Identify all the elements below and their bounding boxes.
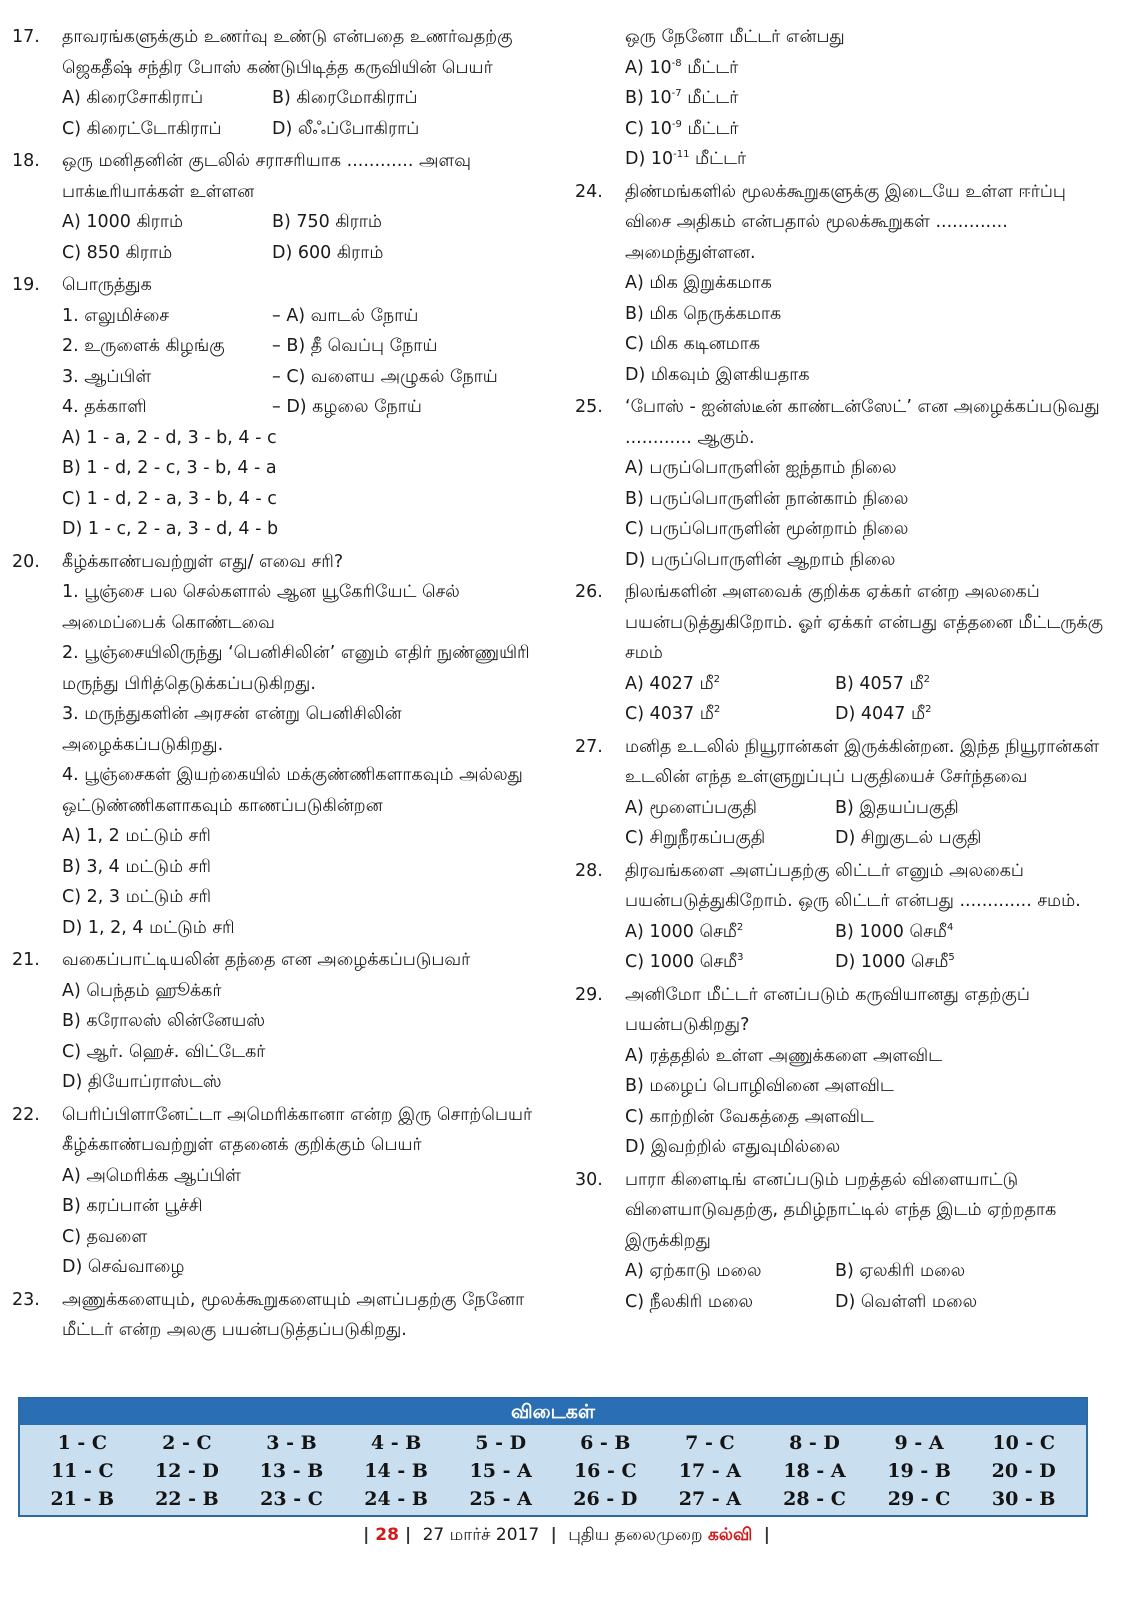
answer-key-box	[18, 1397, 1088, 1517]
answer-option: B) இதயப்பகுதி	[835, 797, 959, 818]
question-text: பொருத்துக	[62, 275, 152, 295]
answer-options	[625, 268, 1115, 390]
statement: 3. மருந்துகளின் அரசன் என்று பெனிசிலின் அழைக்கப்படுகிறது.	[62, 704, 402, 755]
question-text: பெரிப்பிளானேட்டா அமெரிக்கானா என்ற இரு சொற்பெயர் கீழ்க்காண்பவற்றுள் எதனைக் குறிக்கும் பெயர்	[62, 1104, 533, 1155]
answer-option	[625, 83, 1115, 114]
answer-key-item: 27 - A	[678, 1488, 742, 1510]
answer-option: C) சிறுநீரகப்பகுதி	[625, 828, 766, 848]
option-exponent: -8	[671, 57, 682, 69]
question-number: 30.	[575, 1169, 603, 1190]
answer-key-item: 18 - A	[783, 1460, 846, 1482]
answer-key-title: விடைகள்	[20, 1399, 1086, 1425]
answer-option	[625, 699, 835, 730]
question-text: அனிமோ மீட்டர் எனப்படும் கருவியானது எதற்குப் பயன்படுகிறது?	[625, 984, 1030, 1035]
question-text: அணுக்களையும், மூலக்கூறுகளையும் அளப்பதற்கு நேனோ மீட்டர் என்ற அலகு பயன்படுத்தப்படுகிறது.	[62, 1289, 525, 1340]
answer-option	[625, 917, 835, 948]
question-block	[575, 856, 1115, 978]
answer-option: D) செவ்வாழை	[62, 1257, 185, 1277]
answer-option: A) கிரைசோகிராப்	[62, 88, 204, 108]
question-block	[12, 945, 557, 1098]
question-text: கீழ்க்காண்பவற்றுள் எது/ எவை சரி?	[62, 551, 344, 572]
publication-name: புதிய தலைமுறை	[568, 1525, 703, 1545]
answer-option: C) கிரைட்டோகிராப்	[62, 118, 222, 139]
match-left: 2. உருளைக் கிழங்கு	[62, 336, 225, 356]
option-unit: மீட்டர்	[681, 57, 739, 78]
answer-option: D) சிறுகுடல் பகுதி	[835, 828, 982, 848]
answer-option: C) நீலகிரி மலை	[625, 1291, 754, 1312]
answer-option: A) 1000 கிராம்	[62, 212, 184, 232]
question-number: 24.	[575, 181, 603, 202]
answer-options	[625, 453, 1115, 575]
left-column	[12, 22, 557, 1348]
question-number: 17.	[12, 27, 40, 47]
answer-option: B) மழைப் பொழிவினை அளவிட	[625, 1076, 894, 1096]
answer-option: C) ஆர். ஹெச். விட்டேகர்	[62, 1041, 266, 1062]
footer-divider: |	[404, 1525, 412, 1545]
option-exponent: 3	[737, 952, 744, 964]
answer-option: D) வெள்ளி மலை	[835, 1291, 978, 1312]
match-left: 4. தக்காளி	[62, 397, 147, 417]
answer-key-item: 4 - B	[370, 1432, 422, 1454]
footer-divider: |	[363, 1525, 370, 1545]
answer-key-item: 7 - C	[685, 1432, 735, 1454]
answer-option: A) 1 - a, 2 - d, 3 - b, 4 - c	[62, 427, 277, 448]
answer-key-item: 26 - D	[573, 1488, 638, 1510]
answer-options	[625, 669, 1115, 730]
option-text: D) 10	[625, 149, 674, 169]
answer-option: A) மூளைப்பகுதி	[625, 797, 757, 818]
match-row	[62, 331, 557, 362]
match-right: – B) தீ வெப்பு நோய்	[272, 336, 438, 356]
match-right: – D) கழலை நோய்	[272, 397, 422, 417]
statement: 4. பூஞ்சைகள் இயற்கையில் மக்குண்ணிகளாகவும் அல்லது ஒட்டுண்ணிகளாகவும் காணப்படுகின்றன	[62, 765, 523, 816]
answer-option: D) 600 கிராம்	[272, 242, 384, 263]
answer-option: B) கிரைமோகிராப்	[272, 88, 418, 108]
answer-option: B) ஏலகிரி மலை	[835, 1261, 966, 1281]
answer-option: C) தவளை	[62, 1226, 148, 1247]
option-exponent: -11	[673, 149, 690, 161]
match-items	[62, 301, 557, 423]
answer-options	[625, 917, 1115, 978]
option-text: A) 1000 செமீ	[625, 921, 737, 942]
option-text: D) 1000 செமீ	[835, 952, 949, 972]
answer-option	[625, 144, 1115, 175]
question-text: நிலங்களின் அளவைக் குறிக்க ஏக்கர் என்ற அலகைப் பயன்படுத்துகிறோம். ஓர் ஏக்கர் என்பது எத்தனை மீட்டருக்கு சமம்	[625, 582, 1104, 663]
question-block	[575, 392, 1115, 575]
answer-key-item: 1 - C	[57, 1432, 108, 1454]
option-exponent: 4	[946, 921, 954, 933]
answer-option	[625, 947, 835, 978]
answer-key-item: 11 - C	[50, 1460, 114, 1482]
option-text: B) 10	[625, 88, 672, 108]
answer-options	[62, 207, 557, 268]
question-number: 26.	[575, 582, 603, 602]
match-right: – C) வளைய அழுகல் நோய்	[272, 366, 498, 387]
answer-option: B) 1 - d, 2 - c, 3 - b, 4 - a	[62, 458, 277, 478]
answer-option: D) 1 - c, 2 - a, 3 - d, 4 - b	[62, 519, 279, 539]
answer-key-item: 23 - C	[260, 1488, 323, 1510]
answer-option: D) இவற்றில் எதுவுமில்லை	[625, 1137, 841, 1157]
option-text: B) 4057 மீ	[835, 673, 924, 694]
question-block	[575, 732, 1115, 854]
answer-options	[625, 793, 1115, 854]
question-text: ஒரு மனிதனின் குடலில் சராசரியாக ............ அளவு பாக்டீரியாக்கள் உள்ளன	[62, 151, 471, 202]
question-text: ‘போஸ் - ஐன்ஸ்டீன் காண்டன்ஸேட்’ என அழைக்கப்படுவது ............ ஆகும்.	[625, 397, 1100, 448]
page-number: 28	[375, 1525, 399, 1545]
answer-key-item: 13 - B	[259, 1460, 324, 1482]
answer-option: C) காற்றின் வேகத்தை அளவிட	[625, 1106, 874, 1127]
answer-option: C) 2, 3 மட்டும் சரி	[62, 887, 212, 907]
answer-key-item: 6 - B	[580, 1432, 631, 1454]
answer-key-item: 8 - D	[789, 1432, 840, 1454]
answer-option: A) 1, 2 மட்டும் சரி	[62, 826, 211, 846]
publication-brand: கல்வி	[707, 1525, 753, 1545]
question-number: 28.	[575, 860, 603, 881]
question-block	[575, 1165, 1115, 1318]
option-text: C) 1000 செமீ	[625, 952, 738, 972]
option-exponent: 2	[736, 921, 744, 933]
footer-divider: |	[550, 1525, 557, 1545]
answer-key-item: 12 - D	[154, 1460, 219, 1482]
question-text: தாவரங்களுக்கும் உணர்வு உண்டு என்பதை உணர்வதற்கு ஜெகதீஷ் சந்திர போஸ் கண்டுபிடித்த கருவியின் பெயர்	[62, 27, 513, 78]
answer-options	[62, 423, 557, 545]
answer-key-item: 3 - B	[266, 1432, 317, 1454]
question-block	[12, 146, 557, 268]
answer-options	[62, 1161, 557, 1283]
question-number: 25.	[575, 397, 603, 417]
answer-options	[625, 53, 1115, 175]
answer-option: A) ரத்ததில் உள்ள அணுக்களை அளவிட	[625, 1045, 943, 1066]
issue-date: 27 மார்ச் 2017	[422, 1525, 540, 1545]
answer-option: D) மிகவும் இளகியதாக	[625, 364, 810, 385]
answer-option: C) 1 - d, 2 - a, 3 - b, 4 - c	[62, 488, 277, 509]
answer-options	[62, 83, 557, 144]
answer-option: C) பருப்பொருளின் மூன்றாம் நிலை	[625, 519, 909, 539]
footer-divider: |	[763, 1525, 770, 1545]
question-number: 21.	[12, 950, 40, 970]
question-text: திரவங்களை அளப்பதற்கு லிட்டர் எனும் அலகைப் பயன்படுத்துகிறோம். ஒரு லிட்டர் என்பது ............. சமம்.	[625, 860, 1081, 911]
answer-options	[625, 1041, 1115, 1163]
option-exponent: 2	[713, 673, 720, 685]
answer-key-item: 10 - C	[992, 1432, 1056, 1454]
answer-option: C) 850 கிராம்	[62, 242, 173, 263]
option-exponent: 5	[948, 952, 955, 964]
option-text: B) 1000 செமீ	[835, 921, 947, 942]
match-left: 1. எலுமிச்சை	[62, 305, 170, 326]
answer-key-item: 16 - C	[573, 1460, 637, 1482]
answer-option: A) பருப்பொருளின் ஐந்தாம் நிலை	[625, 458, 897, 478]
answer-option: B) கரப்பான் பூச்சி	[62, 1196, 203, 1216]
answer-option: D) பருப்பொருளின் ஆறாம் நிலை	[625, 549, 896, 570]
answer-option: D) 1, 2, 4 மட்டும் சரி	[62, 917, 235, 938]
answer-option: B) மிக நெருக்கமாக	[625, 303, 782, 324]
question-block	[575, 177, 1115, 391]
answer-option: D) லீஃப்போகிராப்	[272, 118, 420, 139]
statement: 1. பூஞ்சை பல செல்களால் ஆன யூகேரியேட் செல் அமைப்பைக் கொண்டவை	[62, 582, 460, 633]
answer-option: B) 750 கிராம்	[272, 212, 382, 232]
option-unit: மீட்டர்	[681, 118, 739, 139]
answer-option: C) மிக கடினமாக	[625, 334, 761, 354]
answer-key-item: 2 - C	[162, 1432, 212, 1454]
answer-key-item: 24 - B	[364, 1488, 428, 1510]
question-number: 29.	[575, 984, 603, 1005]
question-block	[12, 1285, 557, 1346]
match-row	[62, 392, 557, 423]
answer-option	[625, 53, 1115, 84]
question-number: 20.	[12, 551, 40, 572]
answer-option	[835, 917, 1115, 948]
question-block	[12, 547, 557, 944]
answer-key-grid	[20, 1425, 1086, 1513]
answer-option: D) தியோப்ராஸ்டஸ்	[62, 1072, 222, 1092]
answer-key-item: 15 - A	[469, 1460, 532, 1482]
answer-key-item: 28 - C	[783, 1488, 846, 1510]
question-number: 23.	[12, 1289, 40, 1310]
answer-option: A) மிக இறுக்கமாக	[625, 273, 772, 293]
option-exponent: 2	[713, 704, 721, 716]
answer-option: A) ஏற்காடு மலை	[625, 1261, 762, 1281]
answer-key-item: 19 - B	[887, 1460, 951, 1482]
match-row	[62, 301, 557, 332]
question-continuation	[575, 22, 1115, 175]
right-column	[575, 22, 1115, 1319]
answer-key-item: 25 - A	[469, 1488, 532, 1510]
answer-option: B) 3, 4 மட்டும் சரி	[62, 856, 211, 877]
answer-key-item: 9 - A	[894, 1432, 944, 1454]
question-text: மனித உடலில் நியூரான்கள் இருக்கின்றன. இந்த நியூரான்கள் உடலின் எந்த உள்ளுறுப்புப் பகுதியைச் சேர்ந்தவை	[625, 736, 1100, 787]
question-text: பாரா கிளைடிங் எனப்படும் பறத்தல் விளையாட்டு விளையாடுவதற்கு, தமிழ்நாட்டில் எந்த இடம் ஏற்றதாக இருக்கிறது	[625, 1169, 1057, 1251]
answer-key-item: 17 - A	[678, 1460, 742, 1482]
question-number: 22.	[12, 1104, 40, 1125]
answer-options	[62, 976, 557, 1098]
question-number: 18.	[12, 151, 40, 171]
answer-option: A) பெந்தம் ஹூக்கர்	[62, 980, 222, 1001]
option-text: A) 10	[625, 57, 672, 78]
option-text: A) 4027 மீ	[625, 673, 714, 694]
option-exponent: 2	[923, 673, 931, 685]
option-unit: மீட்டர்	[689, 149, 747, 169]
question-block	[12, 270, 557, 545]
question-block	[575, 980, 1115, 1163]
answer-option	[625, 669, 835, 700]
question-text: ஒரு நேனோ மீட்டர் என்பது	[625, 27, 845, 47]
statement: 2. பூஞ்சையிலிருந்து ‘பெனிசிலின்’ எனும் எதிர் நுண்ணுயிரி மருந்து பிரித்தெடுக்கப்படுகிறது.	[62, 643, 530, 694]
answer-options	[625, 1256, 1115, 1317]
answer-option: A) அமெரிக்க ஆப்பிள்	[62, 1165, 241, 1186]
answer-options	[62, 821, 557, 943]
match-right: – A) வாடல் நோய்	[272, 305, 419, 326]
option-text: C) 4037 மீ	[625, 704, 714, 724]
answer-key-item: 21 - B	[50, 1488, 115, 1510]
answer-key-item: 30 - B	[991, 1488, 1056, 1510]
option-text: C) 10	[625, 118, 672, 139]
match-row	[62, 362, 557, 393]
question-number: 19.	[12, 275, 40, 295]
answer-key-item: 20 - D	[991, 1460, 1056, 1482]
answer-option	[625, 114, 1115, 145]
option-exponent: -9	[671, 118, 682, 130]
option-text: D) 4047 மீ	[835, 704, 926, 724]
answer-option	[835, 947, 1115, 978]
question-text: திண்மங்களில் மூலக்கூறுகளுக்கு இடையே உள்ள ஈர்ப்பு விசை அதிகம் என்பதால் மூலக்கூறுகள் ............. அமைந்துள்ளன.	[625, 181, 1066, 263]
answer-option	[835, 699, 1115, 730]
question-block	[12, 1100, 557, 1283]
question-block	[575, 577, 1115, 730]
question-block	[12, 22, 557, 144]
option-unit: மீட்டர்	[681, 88, 739, 108]
answer-key-item: 22 - B	[155, 1488, 219, 1510]
page-footer	[0, 1522, 1133, 1548]
answer-key-item: 29 - C	[887, 1488, 951, 1510]
option-exponent: -7	[671, 88, 682, 100]
answer-key-item: 14 - B	[364, 1460, 428, 1482]
match-left: 3. ஆப்பிள்	[62, 366, 152, 387]
question-number: 27.	[575, 736, 603, 757]
answer-key-item: 5 - D	[475, 1432, 527, 1454]
answer-option: B) கரோலஸ் லின்னேயஸ்	[62, 1011, 266, 1031]
option-exponent: 2	[925, 704, 932, 716]
question-text: வகைப்பாட்டியலின் தந்தை என அழைக்கப்படுபவர்	[62, 950, 471, 970]
answer-option	[835, 669, 1115, 700]
answer-option: B) பருப்பொருளின் நான்காம் நிலை	[625, 488, 909, 509]
